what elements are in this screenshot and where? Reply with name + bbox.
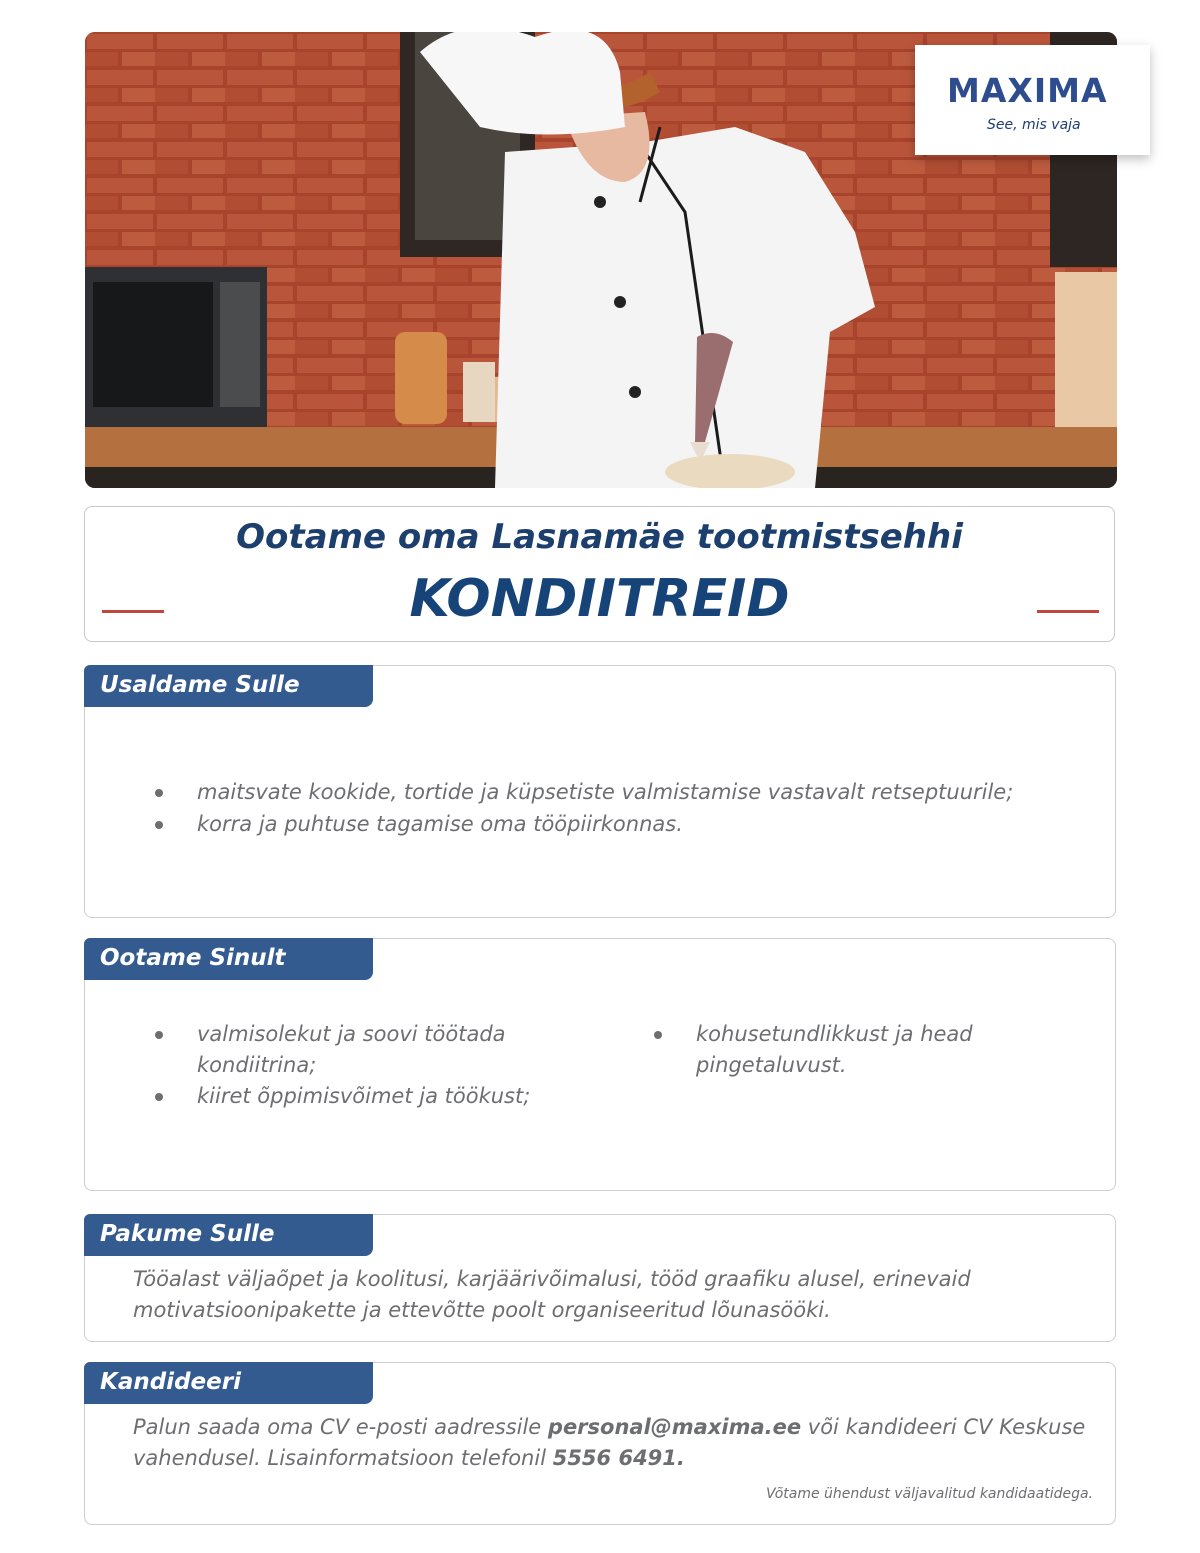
offer-text-line-1: Tööalast väljaõpet ja koolitusi, karjäärivõimalusi, tööd graafiku alusel, erinevaid xyxy=(133,1267,971,1291)
title-box xyxy=(84,506,1115,642)
list-item: maitsvate kookide, tortide ja küpsetiste valmistamise vastavalt retseptuurile; xyxy=(197,777,1013,808)
section-apply-heading: Kandideeri xyxy=(84,1362,373,1404)
bullet-icon xyxy=(155,789,163,797)
bullet-icon xyxy=(155,1093,163,1101)
bullet-icon xyxy=(155,821,163,829)
list-item: korra ja puhtuse tagamise oma tööpiirkonnas. xyxy=(197,809,683,840)
brand-tagline: See, mis vaja xyxy=(987,117,1081,133)
offer-text-line-2: motivatsioonipakette ja ettevõtte poolt organiseeritud lõunasööki. xyxy=(133,1298,831,1322)
title-decor-line-right xyxy=(1037,610,1099,613)
list-item: kohusetundlikkust ja head pingetaluvust. xyxy=(696,1019,986,1081)
bullet-icon xyxy=(654,1031,662,1039)
logo-card xyxy=(915,45,1150,155)
apply-text-line-2: vahendusel. Lisainformatsioon telefonil 5556 6491. xyxy=(133,1446,685,1470)
section-offer xyxy=(84,1214,1116,1342)
section-expect-heading: Ootame Sinult xyxy=(84,938,373,980)
section-expect xyxy=(84,938,1116,1191)
title-decor-line-left xyxy=(102,610,164,613)
phone-number: 5556 6491. xyxy=(552,1446,685,1470)
section-trust-heading: Usaldame Sulle xyxy=(84,665,373,707)
email-link[interactable]: personal@maxima.ee xyxy=(547,1415,802,1439)
page-subtitle: Ootame oma Lasnamäe tootmistsehhi xyxy=(236,517,963,557)
list-item: valmisolekut ja soovi töötada kondiitrina; xyxy=(197,1019,527,1081)
section-trust xyxy=(84,665,1116,918)
contact-note: Võtame ühendust väljavalitud kandidaatidega. xyxy=(765,1486,1093,1502)
section-apply xyxy=(84,1362,1116,1525)
bullet-icon xyxy=(155,1031,163,1039)
page-title: KONDIITREID xyxy=(409,569,790,629)
apply-text-line-1: Palun saada oma CV e-posti aadressile personal@maxima.ee või kandideeri CV Keskuse xyxy=(133,1415,1086,1439)
brand-logo: MAXIMA xyxy=(947,71,1108,110)
list-item: kiiret õppimisvõimet ja töökust; xyxy=(197,1081,557,1112)
section-offer-heading: Pakume Sulle xyxy=(84,1214,373,1256)
